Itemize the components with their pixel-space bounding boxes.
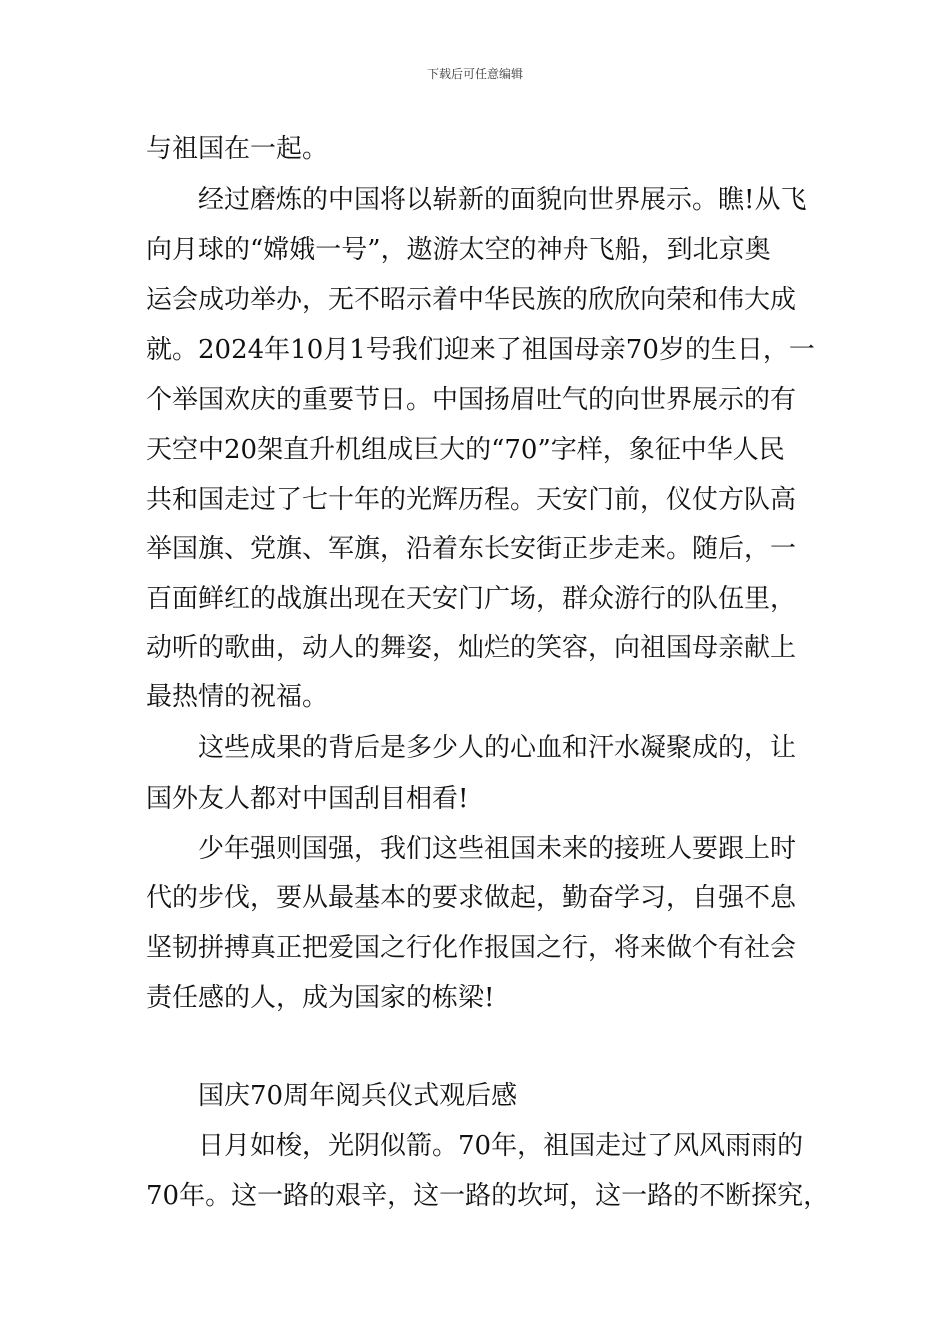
text-line: 百面鲜红的战旗出现在天安门广场，群众游行的队伍里，: [146, 584, 797, 614]
text-line: 举国旗、党旗、军旗，沿着东长安街正步走来。随后，一: [146, 534, 797, 564]
page-header-note: 下载后可任意编辑: [426, 67, 523, 81]
text-line: 个举国欢庆的重要节日。中国扬眉吐气的向世界展示的有: [146, 385, 797, 415]
text-line: 天空中20架直升机组成巨大的“70”字样，象征中华人民: [146, 435, 785, 465]
text-line: 国外友人都对中国刮目相看!: [146, 784, 469, 814]
text-line: 与祖国在一起。: [146, 134, 329, 164]
text-line: 70年。这一路的艰辛，这一路的坎坷，这一路的不断探究，: [146, 1181, 830, 1211]
text-line: 日月如梭，光阴似箭。70年，祖国走过了风风雨雨的: [198, 1131, 804, 1161]
text-line: 这些成果的背后是多少人的心血和汗水凝聚成的，让: [198, 733, 797, 763]
text-line: 就。2024年10月1号我们迎来了祖国母亲70岁的生日，一: [146, 335, 815, 365]
text-line: 坚韧拼搏真正把爱国之行化作报国之行，将来做个有社会: [146, 933, 797, 963]
text-line: 责任感的人，成为国家的栋梁!: [146, 983, 495, 1013]
text-line: 共和国走过了七十年的光辉历程。天安门前，仪仗方队高: [146, 485, 797, 515]
text-line: 向月球的“嫦娥一号”，遨游太空的神舟飞船，到北京奥: [146, 235, 771, 265]
text-line: 少年强则国强，我们这些祖国未来的接班人要跟上时: [198, 834, 797, 864]
section-title: 国庆70周年阅兵仪式观后感: [198, 1081, 518, 1111]
text-line: 经过磨炼的中国将以崭新的面貌向世界展示。瞧!从飞: [198, 185, 807, 215]
text-line: 最热情的祝福。: [146, 682, 329, 712]
text-line: 运会成功举办，无不昭示着中华民族的欣欣向荣和伟大成: [146, 285, 797, 315]
text-line: 动听的歌曲，动人的舞姿，灿烂的笑容，向祖国母亲献上: [146, 633, 797, 663]
text-line: 代的步伐，要从最基本的要求做起，勤奋学习，自强不息: [146, 883, 797, 913]
